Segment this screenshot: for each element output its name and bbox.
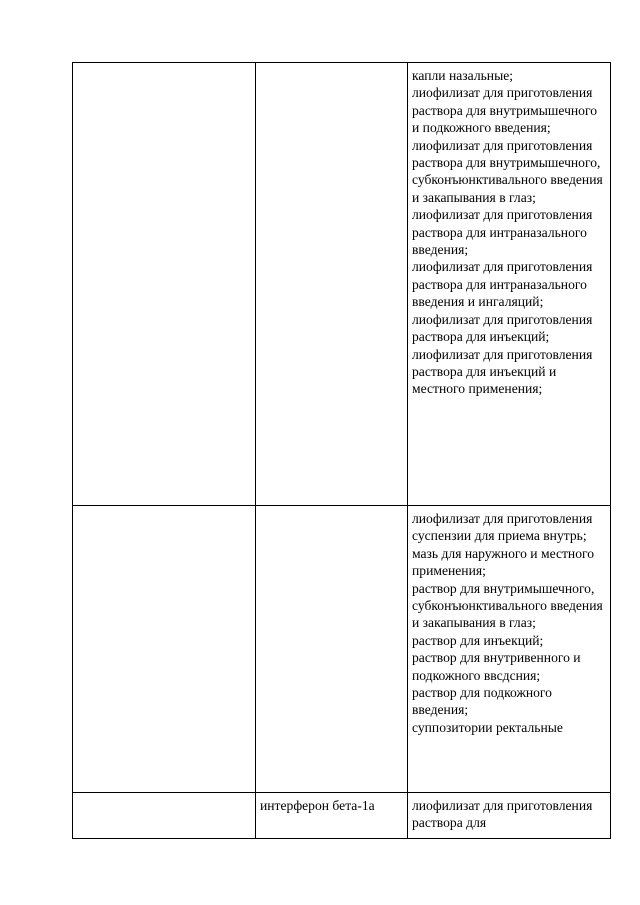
table-cell-dosage-forms — [408, 793, 611, 839]
dosage-form-line: раствор для подкожного введения; — [412, 685, 552, 718]
table-cell-substance — [256, 506, 408, 793]
table-cell-substance — [256, 63, 408, 506]
dosage-form-line: суппозитории ректальные — [412, 719, 563, 735]
table-cell-dosage-forms — [408, 506, 611, 793]
dosage-form-line: лиофилизат для приготовления раствора для внутримышечного и подкожного введения; — [412, 85, 598, 136]
table-cell-dosage-forms — [408, 63, 611, 506]
dosage-form-line: раствор для внутримышечного, субконъюнктивального введения и закапывания в глаз; — [412, 580, 603, 631]
dosage-form-line: лиофилизат для приготовления раствора для — [412, 798, 593, 831]
dosage-form-line: мазь для наружного и местного применения; — [412, 545, 595, 579]
dosage-form-line: лиофилизат для приготовления раствора для внутримышечного, субконъюнктивального введения и закапывания в глаз; — [412, 137, 603, 205]
table-row — [73, 63, 611, 506]
table-row — [73, 793, 611, 839]
dosage-form-line: капли назальные; — [412, 68, 514, 83]
dosage-form-line: раствор для инъекций; — [412, 632, 544, 648]
table-row — [73, 506, 611, 793]
dosage-form-line: лиофилизат для приготовления суспензии для приема внутрь; — [412, 511, 593, 544]
dosage-form-line: лиофилизат для приготовления раствора для инъекций; — [412, 311, 593, 345]
table-cell-group — [73, 63, 256, 506]
dosage-form-line: лиофилизат для приготовления раствора для интраназального введения и ингаляций; — [412, 259, 593, 310]
dosage-form-line: раствор для внутривенного и подкожного ввсдсния; — [412, 650, 581, 683]
dosage-form-line: лиофилизат для приготовления раствора для инъекций и местного применения; — [412, 346, 593, 397]
table-cell-group — [73, 506, 256, 793]
drug-forms-table — [72, 62, 611, 839]
table-cell-group — [73, 793, 256, 839]
dosage-form-line: лиофилизат для приготовления раствора для интраназального введения; — [412, 207, 593, 258]
table-cell-substance: интерферон бета-1a — [256, 793, 408, 839]
